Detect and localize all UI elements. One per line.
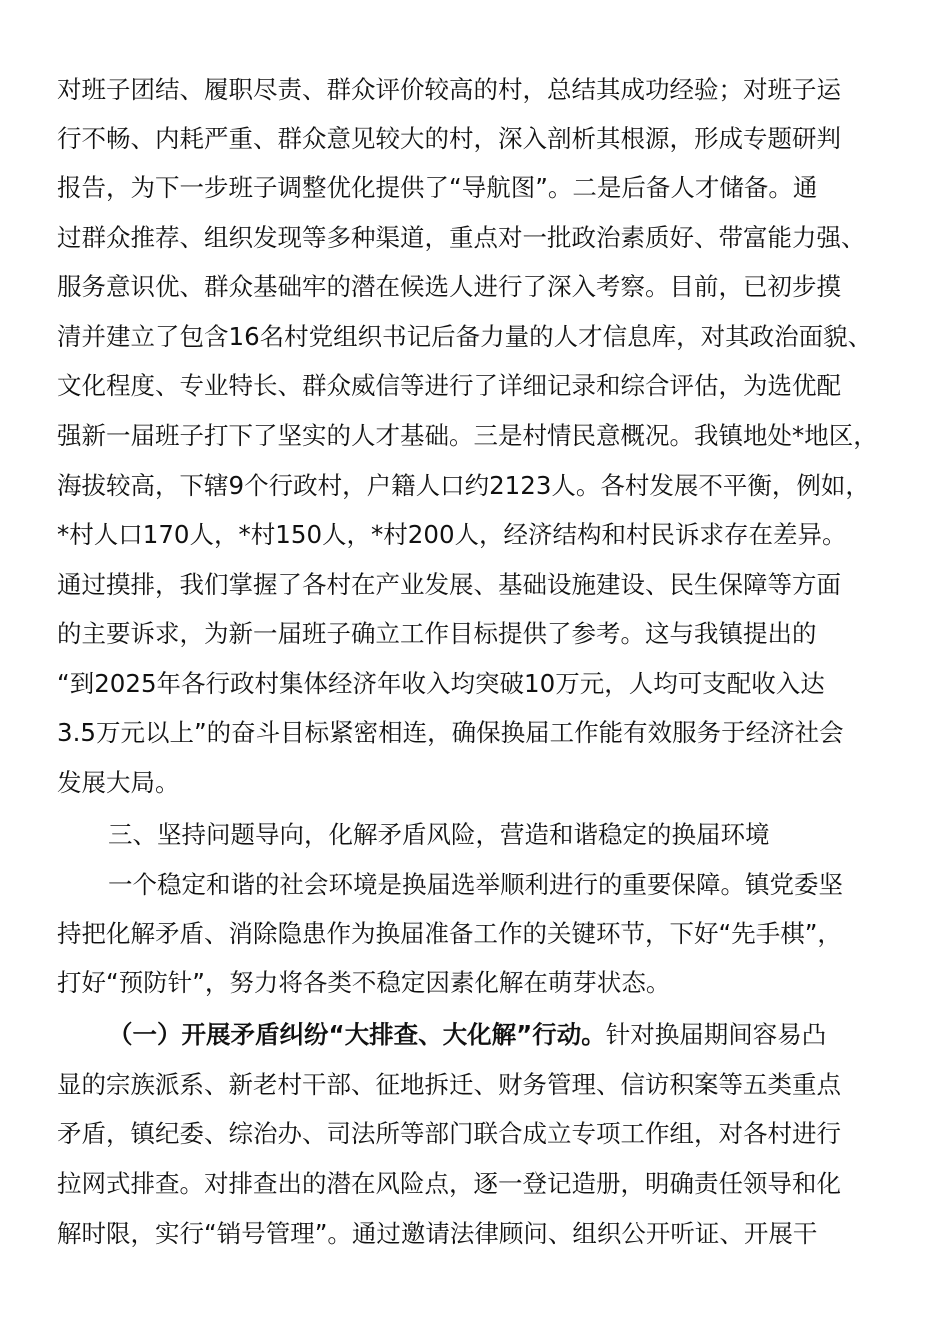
text-line: 文化程度、专业特长、群众威信等进行了详细记录和综合评估，为选优配 xyxy=(57,371,841,400)
text-line: 海拔较高，下辖9个行政村，户籍人口约2123人。各村发展不平衡，例如， xyxy=(57,471,870,500)
text-line: 拉网式排查。对排查出的潜在风险点，逐一登记造册，明确责任领导和化 xyxy=(57,1169,841,1198)
text-line: 过群众推荐、组织发现等多种渠道，重点对一批政治素质好、带富能力强、 xyxy=(57,223,866,252)
text-line: 的主要诉求，为新一届班子确立工作目标提供了参考。这与我镇提出的 xyxy=(57,619,817,648)
text-line: 解时限，实行“销号管理”。通过邀请法律顾问、组织公开听证、开展干 xyxy=(57,1219,818,1248)
text-line: 矛盾，镇纪委、综治办、司法所等部门联合成立专项工作组，对各村进行 xyxy=(57,1119,841,1148)
text-line: 服务意识优、群众基础牢的潜在候选人进行了深入考察。目前，已初步摸 xyxy=(57,272,841,301)
text-line: “到2025年各行政村集体经济年收入均突破10万元，人均可支配收入达 xyxy=(57,669,825,698)
text-line: *村人口170人，*村150人，*村200人，经济结构和村民诉求存在差异。 xyxy=(57,520,847,549)
text-line: 打好“预防针”，努力将各类不稳定因素化解在萌芽状态。 xyxy=(57,968,671,997)
text-line: 强新一届班子打下了坚实的人才基础。三是村情民意概况。我镇地处*地区， xyxy=(57,421,878,450)
text-line: 发展大局。 xyxy=(57,768,180,797)
section-heading: 三、坚持问题导向，化解矛盾风险，营造和谐稳定的换届环境 xyxy=(108,820,770,849)
text-line: 持把化解矛盾、消除隐患作为换届准备工作的关键环节，下好“先手棋”， xyxy=(57,919,842,948)
text-line: 清并建立了包含16名村党组织书记后备力量的人才信息库，对其政治面貌、 xyxy=(57,322,873,351)
text-line: 行不畅、内耗严重、群众意见较大的村，深入剖析其根源，形成专题研判 xyxy=(57,124,841,153)
text-line: 3.5万元以上”的奋斗目标紧密相连，确保换届工作能有效服务于经济社会 xyxy=(57,718,844,747)
text-line: 对班子团结、履职尽责、群众评价较高的村，总结其成功经验；对班子运 xyxy=(57,75,841,104)
text-line: 通过摸排，我们掌握了各村在产业发展、基础设施建设、民生保障等方面 xyxy=(57,570,841,599)
text-line: 一个稳定和谐的社会环境是换届选举顺利进行的重要保障。镇党委坚 xyxy=(108,870,843,899)
subheading-rest: 针对换届期间容易凸 xyxy=(605,1020,827,1049)
text-line: 显的宗族派系、新老村干部、征地拆迁、财务管理、信访积案等五类重点 xyxy=(57,1070,841,1099)
subheading-line xyxy=(108,1015,826,1055)
text-line: 报告，为下一步班子调整优化提供了“导航图”。二是后备人才储备。通 xyxy=(57,173,818,202)
subheading-title: （一）开展矛盾纠纷“大排查、大化解”行动。 xyxy=(108,1020,606,1049)
